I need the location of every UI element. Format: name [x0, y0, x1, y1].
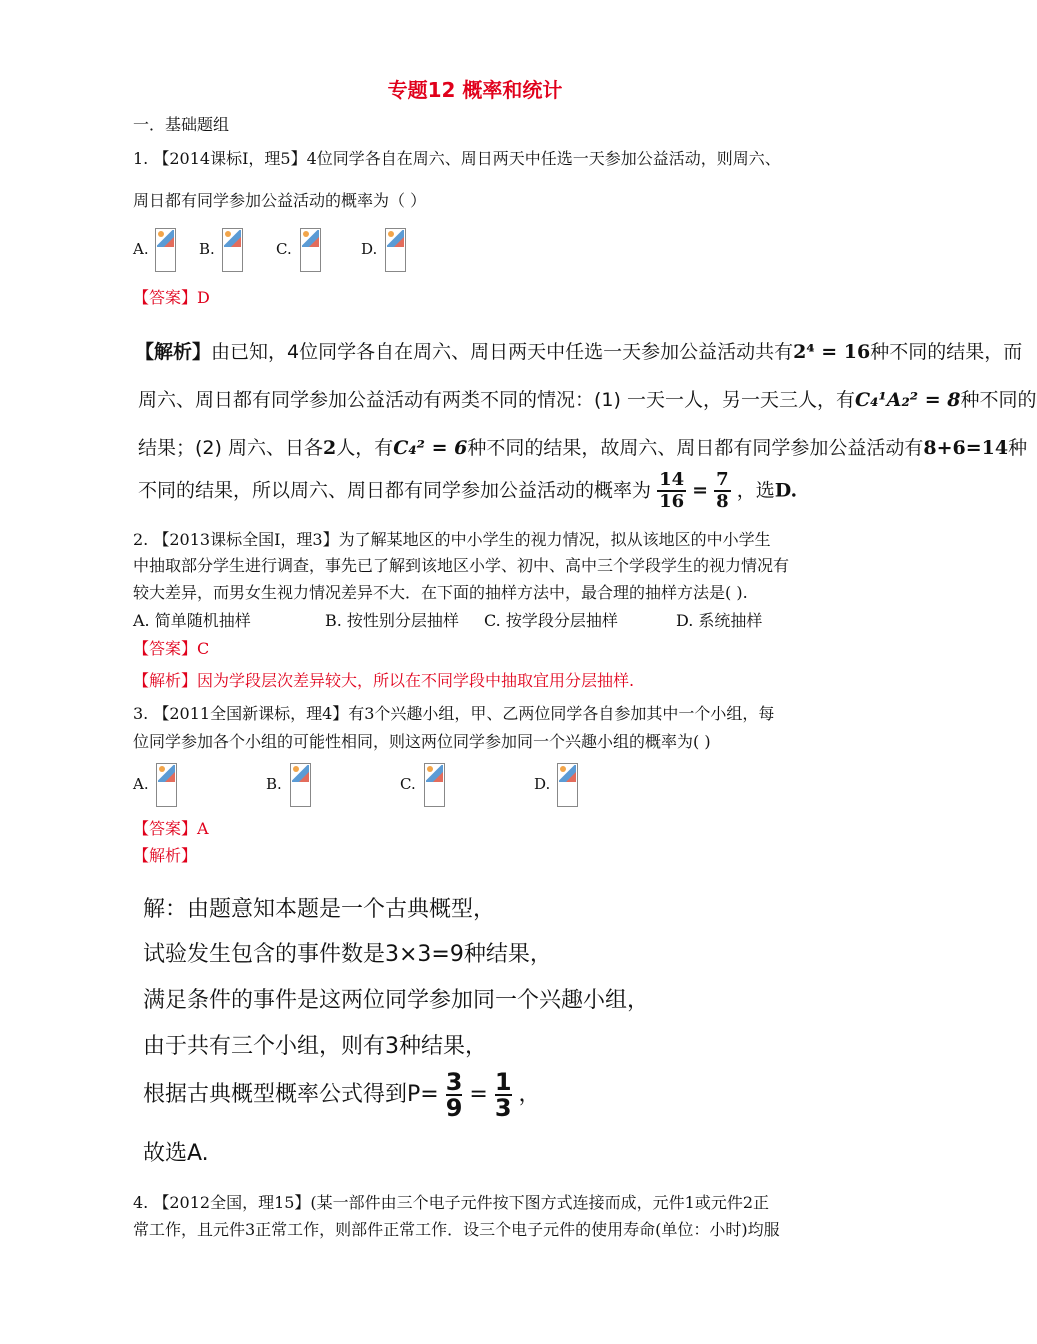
q3-solution-line3: 满足条件的事件是这两位同学参加同一个兴趣小组， — [143, 988, 650, 1013]
q3-option-a-image-icon — [156, 763, 177, 807]
q3-answer: 【答案】A — [133, 819, 209, 838]
q1-analysis-line4: 不同的结果，所以周六、周日都有同学参加公益活动的概率为 $\frac{14}{16}$ = $\frac{7}{8}$ ，选D. — [138, 469, 798, 512]
q4-line2: 常工作，且元件3正常工作，则部件正常工作．设三个电子元件的使用寿命(单位：小时)均服 — [133, 1220, 780, 1239]
section-heading: 一．基础题组 — [133, 115, 230, 134]
q3-solution-line6: 故选A. — [143, 1141, 209, 1166]
q1-line1: 1. 【2014课标Ⅰ，理5】4位同学各自在周六、周日两天中任选一天参加公益活动，则周六、 — [133, 149, 781, 168]
q3-solution-line2: 试验发生包含的事件数是3×3=9种结果， — [143, 942, 552, 967]
q3-option-b-image-icon — [290, 763, 311, 807]
q1-option-d-image-icon — [385, 228, 406, 272]
q3-solution-line4: 由于共有三个小组，则有3种结果， — [143, 1034, 487, 1059]
q2-option-a: A. 简单随机抽样 — [133, 611, 251, 630]
q2-line3: 较大差异，而男女生视力情况差异不大．在下面的抽样方法中，最合理的抽样方法是( ). — [133, 583, 748, 602]
q3-option-a-label: A. — [133, 775, 149, 793]
q2-line1: 2. 【2013课标全国Ⅰ，理3】为了解某地区的中小学生的视力情况，拟从该地区的中小学生 — [133, 530, 771, 549]
q1-option-c-label: C. — [276, 240, 292, 258]
q3-option-c-label: C. — [400, 775, 416, 793]
q3-option-b-label: B. — [266, 775, 282, 793]
q2-option-b: B. 按性别分层抽样 — [325, 611, 459, 630]
q1-analysis-line1: 【解析】由已知，4位同学各自在周六、周日两天中任选一天参加公益活动共有2⁴ = 16种不同的结果，而 — [135, 341, 1023, 363]
q1-fraction-7-8: $\frac{7}{8}$ — [716, 469, 729, 512]
q2-answer: 【答案】C — [133, 639, 210, 658]
q4-line1: 4. 【2012全国，理15】(某一部件由三个电子元件按下图方式连接而成，元件1或元件2正 — [133, 1193, 770, 1212]
q1-option-a-image-icon — [155, 228, 176, 272]
q3-option-c-image-icon — [424, 763, 445, 807]
q1-line2: 周日都有同学参加公益活动的概率为（ ） — [133, 191, 427, 210]
q3-line1: 3. 【2011全国新课标，理4】有3个兴趣小组，甲、乙两位同学各自参加其中一个小组，每 — [133, 704, 775, 723]
q2-option-d: D. 系统抽样 — [676, 611, 763, 630]
q1-option-d-label: D. — [361, 240, 378, 258]
q1-option-b-image-icon — [222, 228, 243, 272]
q2-analysis: 【解析】因为学段层次差异较大，所以在不同学段中抽取宜用分层抽样. — [133, 671, 635, 690]
q1-analysis-line3: 结果；(2) 周六、日各2人，有C₄² = 6种不同的结果，故周六、周日都有同学参加公益活动有8+6=14种 — [138, 437, 1028, 459]
q3-analysis-tag: 【解析】 — [133, 846, 198, 865]
q1-answer: 【答案】D — [133, 288, 210, 307]
q3-option-d-image-icon — [557, 763, 578, 807]
q3-fraction-3-9: $\frac{3}{9}$ — [445, 1068, 463, 1122]
q3-line2: 位同学参加各个小组的可能性相同，则这两位同学参加同一个兴趣小组的概率为( ) — [133, 732, 711, 751]
q1-option-c-image-icon — [300, 228, 321, 272]
q1-option-a-label: A. — [133, 240, 149, 258]
q2-option-c: C. 按学段分层抽样 — [484, 611, 618, 630]
q1-fraction-14-16: $\frac{14}{16}$ — [659, 469, 685, 512]
q1-option-b-label: B. — [199, 240, 215, 258]
q2-line2: 中抽取部分学生进行调查，事先已了解到该地区小学、初中、高中三个学段学生的视力情况有 — [133, 556, 790, 575]
q3-option-d-label: D. — [534, 775, 551, 793]
q3-fraction-1-3: $\frac{1}{3}$ — [494, 1068, 512, 1122]
page-title: 专题12 概率和统计 — [387, 78, 563, 102]
q3-solution-line1: 解：由题意知本题是一个古典概型， — [143, 897, 496, 922]
q1-analysis-line2: 周六、周日都有同学参加公益活动有两类不同的情况：(1) 一天一人，另一天三人，有C₄¹A₂² = 8种不同的 — [138, 389, 1037, 411]
q3-solution-line5: 根据古典概型概率公式得到P= $\frac{3}{9}$ = $\frac{1}{3}$ ， — [143, 1068, 541, 1122]
